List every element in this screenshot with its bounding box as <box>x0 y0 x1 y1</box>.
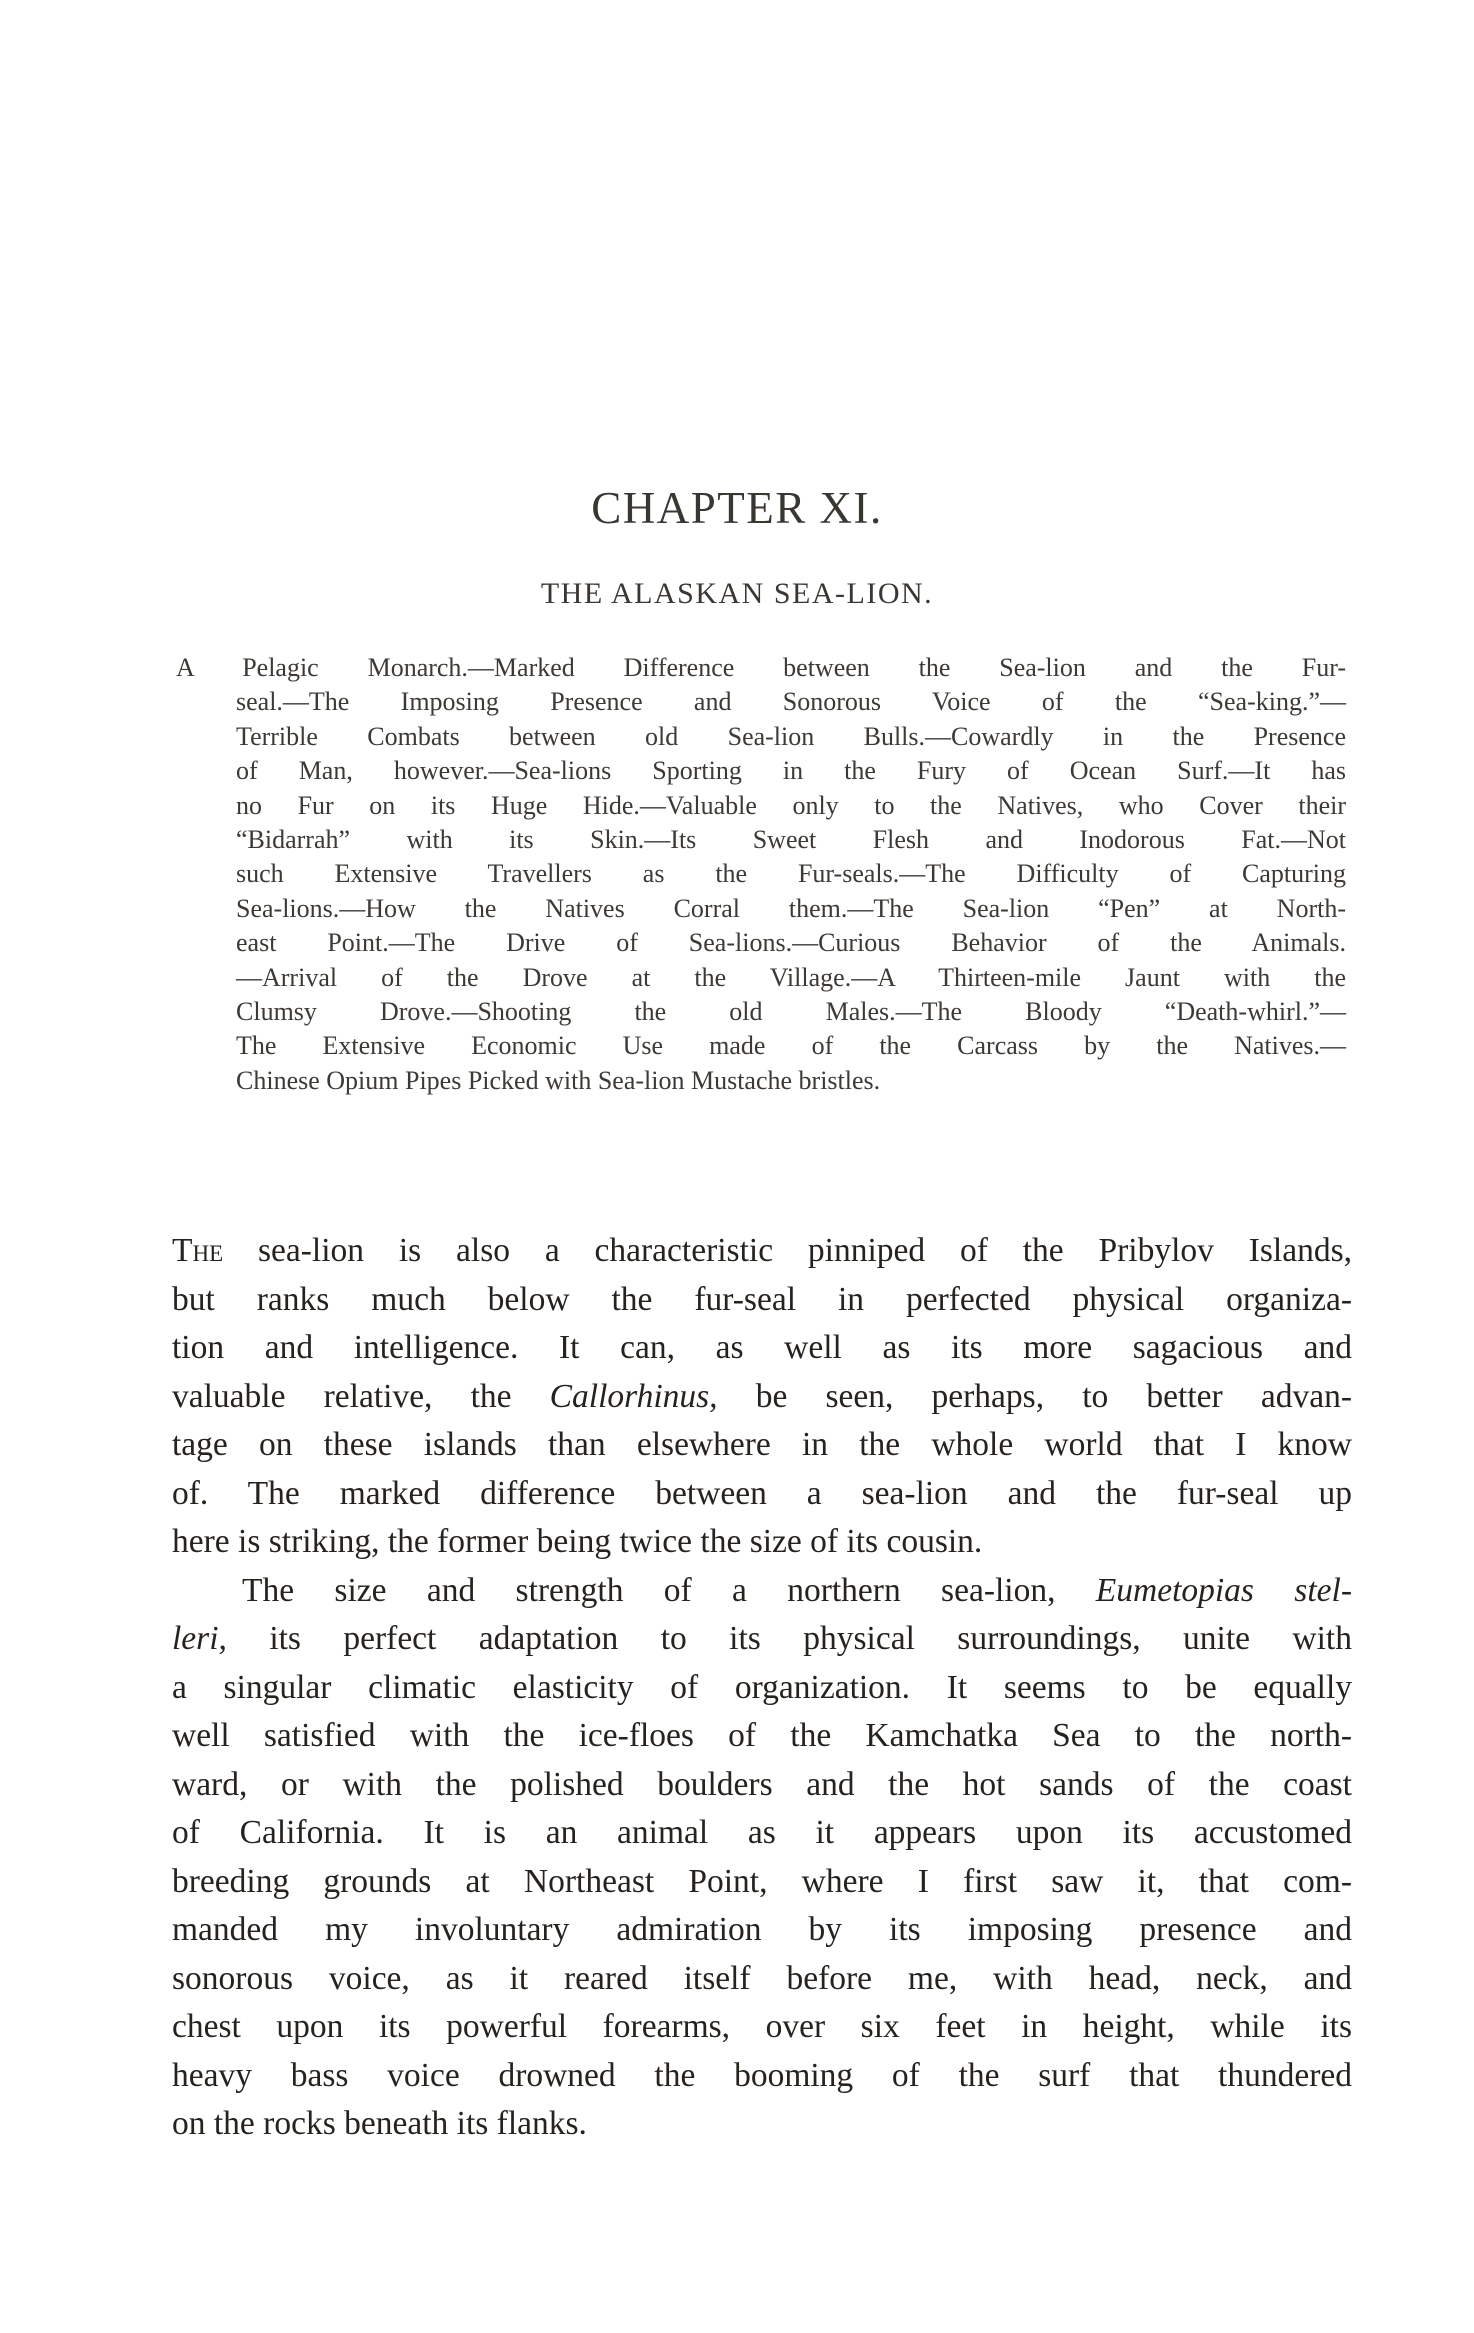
chapter-heading: CHAPTER XI. <box>591 483 883 533</box>
species-name: Eumetopias stel- <box>1095 1571 1352 1609</box>
body-text <box>172 1227 1352 2149</box>
body-line: tion and intelligence. It can, as well as its more sagacious and <box>172 1329 1352 1366</box>
body-line: but ranks much below the fur-seal in perfected physical organiza- <box>172 1280 1352 1318</box>
body-line <box>172 1227 1352 1276</box>
body-line: breeding grounds at Northeast Point, where I first saw it, that com- <box>172 1862 1352 1900</box>
body-line <box>172 1615 1352 1664</box>
body-line-text: The size and strength of a northern sea-lion, <box>242 1571 1096 1609</box>
body-line: manded my involuntary admiration by its imposing presence and <box>172 1911 1352 1948</box>
synopsis-line: A Pelagic Monarch.—Marked Difference between the Sea-lion and the Fur- <box>176 653 1346 682</box>
synopsis-line: Chinese Opium Pipes Picked with Sea-lion Mustache bristles. <box>236 1065 881 1095</box>
body-line: a singular climatic elasticity of organization. It seems to be equally <box>172 1668 1352 1706</box>
chapter-subtitle: THE ALASKAN SEA-LION. <box>540 577 934 610</box>
synopsis-line: such Extensive Travellers as the Fur-seals.—The Difficulty of Capturing <box>236 859 1346 889</box>
body-line-text: be seen, perhaps, to better advan- <box>717 1377 1352 1415</box>
synopsis-line: Terrible Combats between old Sea-lion Bulls.—Cowardly in the Presence <box>236 721 1346 751</box>
body-line: heavy bass voice drowned the booming of the surf that thundered <box>172 2056 1352 2094</box>
synopsis-line: seal.—The Imposing Presence and Sonorous Voice of the “Sea-king.”— <box>236 687 1346 717</box>
body-line: here is striking, the former being twice the size of its cousin. <box>172 1523 983 1560</box>
body-line: of California. It is an animal as it appears upon its accustomed <box>172 1814 1352 1851</box>
synopsis-line: east Point.—The Drive of Sea-lions.—Curious Behavior of the Animals. <box>236 928 1346 958</box>
body-line: tage on these islands than elsewhere in the whole world that I know <box>172 1426 1352 1463</box>
body-line <box>172 1373 1352 1422</box>
synopsis-line: —Arrival of the Drove at the Village.—A Thirteen-mile Jaunt with the <box>236 962 1346 992</box>
body-line: ward, or with the polished boulders and the hot sands of the coast <box>172 1765 1352 1803</box>
synopsis-line: Clumsy Drove.—Shooting the old Males.—The Bloody “Death-whirl.”— <box>236 996 1346 1026</box>
body-line: of. The marked difference between a sea-lion and the fur-seal up <box>172 1474 1352 1512</box>
body-line-text: its perfect adaptation to its physical surroundings, unite with <box>226 1620 1352 1657</box>
body-line-text: sea-lion is also a characteristic pinniped of the Pribylov Islands, <box>223 1232 1352 1269</box>
body-line <box>172 1567 1352 1616</box>
body-line: on the rocks beneath its flanks. <box>172 2105 587 2142</box>
synopsis-line: Sea-lions.—How the Natives Corral them.—The Sea-lion “Pen” at North- <box>236 893 1346 923</box>
chapter-synopsis <box>176 651 1346 1098</box>
synopsis-line: no Fur on its Huge Hide.—Valuable only to the Natives, who Cover their <box>236 790 1346 820</box>
body-line: well satisfied with the ice-floes of the Kamchatka Sea to the north- <box>172 1717 1352 1754</box>
genus-name: Callorhinus, <box>549 1377 718 1415</box>
body-line: chest upon its powerful forearms, over six feet in height, while its <box>172 2008 1352 2045</box>
body-line: sonorous voice, as it reared itself before me, with head, neck, and <box>172 1959 1352 1997</box>
synopsis-line: of Man, however.—Sea-lions Sporting in the Fury of Ocean Surf.—It has <box>236 756 1346 786</box>
synopsis-line: “Bidarrah” with its Skin.—Its Sweet Flesh and Inodorous Fat.—Not <box>236 824 1346 854</box>
species-name: leri, <box>172 1620 227 1657</box>
lead-in-small-caps: The <box>172 1232 224 1269</box>
body-line-text: valuable relative, the <box>172 1377 550 1415</box>
synopsis-line: The Extensive Economic Use made of the Carcass by the Natives.— <box>236 1031 1346 1061</box>
